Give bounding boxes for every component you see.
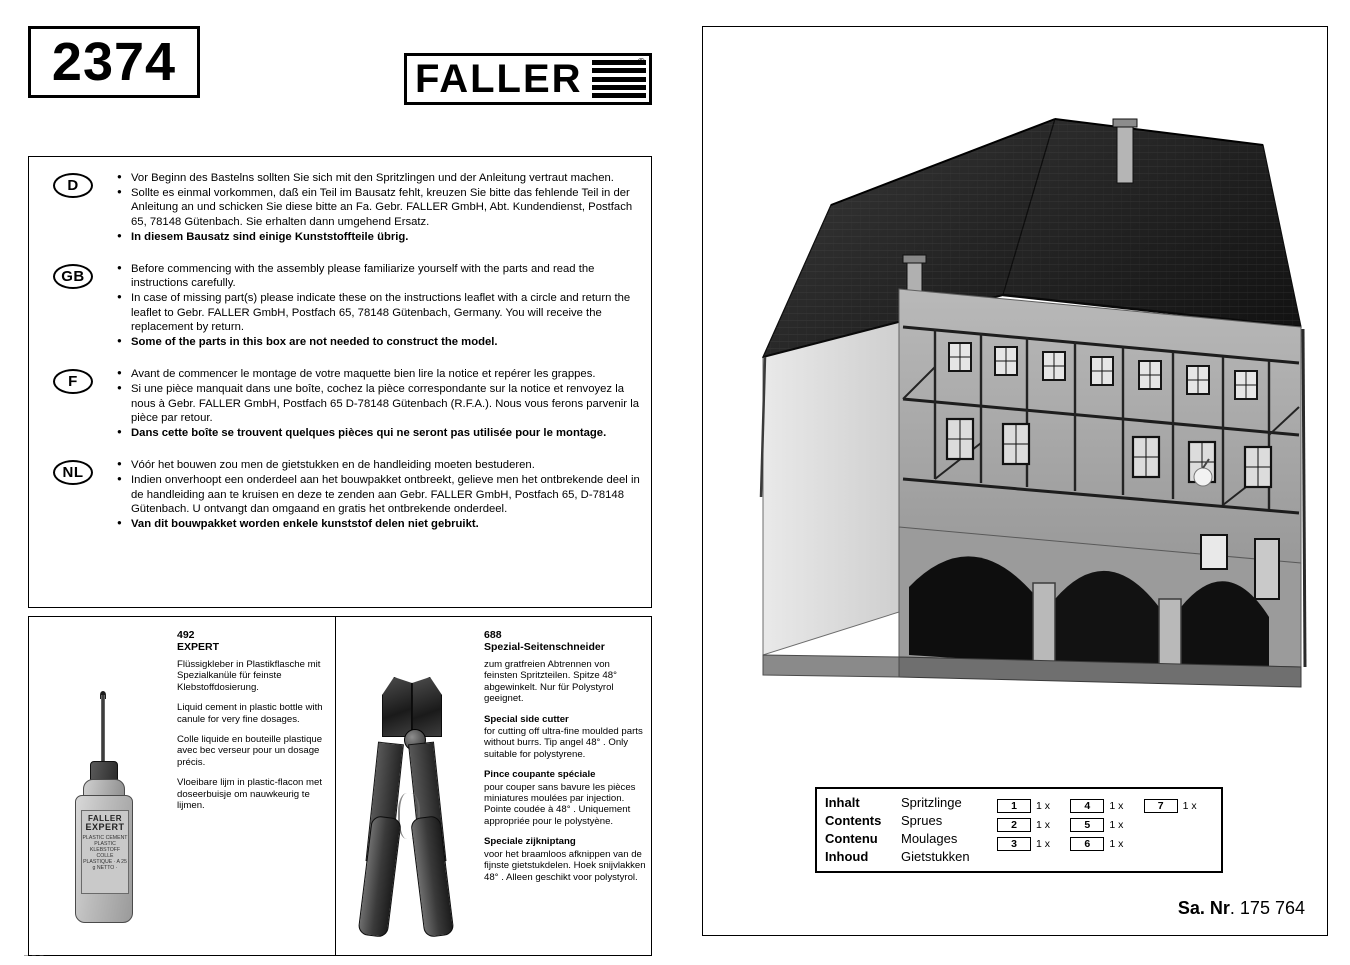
needle [101, 695, 105, 765]
instruction-item: ● Van dit bouwpakket worden enkele kunststof delen niet gebruikt. [117, 517, 641, 531]
sprue-quantity: 1 x [1109, 818, 1124, 831]
sprue-number: 6 [1070, 837, 1104, 851]
contents-box [815, 787, 1223, 873]
sprue-quantity: 1 x [1182, 799, 1197, 812]
accessory-paragraph: Vloeibare lijm in plastic-flacon met doseerbuisje om nauwkeurig te lijmen. [177, 777, 323, 812]
sprue-number: 1 [997, 799, 1031, 813]
instruction-item: ● Before commencing with the assembly please familiarize yourself with the parts and read the instructions carefully. [117, 262, 641, 290]
language-badge-fr: F [53, 369, 93, 394]
sprue-item [1144, 797, 1213, 814]
sprue-number: 3 [997, 837, 1031, 851]
accessory-code: 688 [484, 629, 502, 641]
sprue-quantity: 1 x [1109, 799, 1124, 812]
right-page [702, 26, 1328, 936]
left-page [22, 18, 662, 948]
instruction-list-de [117, 171, 641, 244]
glue-bottle-illustration [59, 695, 149, 925]
sprue-item [1070, 835, 1139, 852]
accessory-subtitle: Special side cutter [484, 713, 569, 725]
language-badge-nl: NL [53, 460, 93, 485]
contents-word: Spritzlinge [901, 795, 962, 810]
instructions-box [28, 156, 652, 608]
contents-word: Moulages [901, 831, 958, 846]
contents-label: Inhoud [825, 849, 869, 864]
accessory-code: 492 [177, 629, 195, 641]
sprue-item [997, 797, 1066, 814]
sa-number-label: Sa. Nr [1177, 898, 1230, 918]
contents-label: Inhalt [825, 795, 860, 810]
print-corner-marks: – – – [24, 952, 45, 959]
sa-number [1178, 898, 1305, 919]
instruction-item: ● Dans cette boîte se trouvent quelques pièces qui ne seront pas utilisée pour le montage. [117, 426, 641, 440]
accessories-box [28, 616, 652, 956]
registered-mark: ® [637, 57, 645, 68]
sprue-quantity: 1 x [1036, 799, 1051, 812]
instruction-item: ● Vor Beginn des Bastelns sollten Sie sich mit den Spritzlingen und der Anleitung vertraut machen. [117, 171, 641, 185]
accessory-paragraph: Colle liquide en bouteille plastique avec bec verseur pour un dosage précis. [177, 734, 323, 768]
sprue-number: 7 [1144, 799, 1178, 813]
cutter-jaw-left [382, 677, 412, 737]
sprue-quantity: 1 x [1036, 837, 1051, 850]
accessory-cutter-text [484, 629, 646, 892]
accessory-paragraph: for cutting off ultra-fine moulded parts without burrs. Tip angel 48° . Only suitable for polystyrene. [484, 726, 643, 760]
language-block-nl [39, 458, 641, 531]
instruction-item: ● In diesem Bausatz sind einige Kunststoffteile übrig. [117, 230, 641, 244]
sprue-item [1070, 797, 1139, 814]
sprue-number: 5 [1070, 818, 1104, 832]
contents-labels [825, 795, 901, 865]
bottle-label-product: EXPERT [85, 822, 125, 832]
sprue-grid [997, 795, 1213, 865]
accessory-side-cutter [336, 617, 651, 955]
language-block-gb [39, 262, 641, 349]
accessory-title: Spezial-Seitenschneider [484, 641, 605, 653]
instruction-list-fr [117, 367, 641, 440]
bottle-label-brand: FALLER [87, 814, 123, 823]
cutter-grip-left [358, 815, 402, 938]
instruction-item: ● Vóór het bouwen zou men de gietstukken en de handleiding moeten bestuderen. [117, 458, 641, 472]
accessory-title: EXPERT [177, 641, 220, 653]
instruction-item: ● Indien onverhoopt een onderdeel aan het bouwpakket ontbreekt, gelieve men het ontbrekende deel in de handleiding aan te kruisen en deze te zenden aan Gebr. FALLER GmbH, Postfach 65, D-78148 Gütenbach. U ontvangt dan omgaand en gratis het ontbrekende onderdeel. [117, 473, 641, 516]
sprue-number: 2 [997, 818, 1031, 832]
accessory-paragraph: Flüssigkleber in Plastikflasche mit Spezialkanüle für feinste Klebstoffdosierung. [177, 659, 321, 693]
bottle-label [81, 810, 129, 894]
faller-logo-text: FALLER [415, 56, 583, 101]
accessory-glue [29, 617, 336, 955]
contents-word: Sprues [901, 813, 943, 828]
instruction-item: ● Si une pièce manquait dans une boîte, cochez la pièce correspondante sur la notice et renvoyez la nous à Gebr. FALLER GmbH, Postfach 65 D-78148 Gütenbach (R.F.A.). Nous vous ferons parvenir la pièce par retour. [117, 382, 641, 425]
contents-label: Contenu [825, 831, 878, 846]
instruction-item: ● Sollte es einmal vorkommen, daß ein Teil im Bausatz fehlt, kreuzen Sie bitte das fehlende Teil in der Anleitung an und schicken Sie diese bitte an Fa. Gebr. FALLER GmbH, Abt. Kundendienst, Postfach 65, 78148 Gütenbach. Sie erhalten dann umgehend Ersatz. [117, 186, 641, 229]
article-number-box [28, 26, 200, 98]
sprue-quantity: 1 x [1036, 818, 1051, 831]
contents-words [901, 795, 997, 865]
language-block-de [39, 171, 641, 244]
bottle-body [75, 795, 133, 923]
sprue-item [1070, 816, 1139, 833]
sprue-quantity: 1 x [1109, 837, 1124, 850]
instruction-item: ● Some of the parts in this box are not needed to construct the model. [117, 335, 641, 349]
bottle-label-detail: PLASTIC CEMENT PLASTIC KLEBSTOFF COLLE PLASTIQUE · A 25 g NETTO · [82, 835, 128, 871]
accessory-subtitle: Speciale zijkniptang [484, 836, 576, 848]
article-number: 2374 [51, 32, 177, 92]
instruction-list-gb [117, 262, 641, 349]
cutter-grip-right [410, 815, 454, 938]
accessory-paragraph: Liquid cement in plastic bottle with canule for very fine dosages. [177, 702, 323, 725]
sprue-item [997, 816, 1066, 833]
instruction-item: ● In case of missing part(s) please indicate these on the instructions leaflet with a circle and return the leaflet to Gebr. FALLER GmbH, Postfach 65, 78148 Gütenbach, Germany. You will receive the replacement by return. [117, 291, 641, 334]
language-badge-de: D [53, 173, 93, 198]
accessory-paragraph: voor het braamloos afknippen van de fijnste gietstukdelen. Hoek snijvlakken 48° . Alleen geschikt voor polystyrol. [484, 848, 646, 883]
language-badge-gb: GB [53, 264, 93, 289]
faller-logo [404, 53, 652, 105]
sprue-item [997, 835, 1066, 852]
accessory-paragraph: zum gratfreien Abtrennen von feinsten Spritzteilen. Spitze 48° abgewinkelt. Nur für Polystyrol geeignet. [484, 659, 617, 705]
accessory-subtitle: Pince coupante spéciale [484, 769, 596, 781]
contents-word: Gietstukken [901, 849, 970, 864]
cutter-jaw-right [412, 677, 442, 737]
instruction-item: ● Avant de commencer le montage de votre maquette bien lire la notice et repérer les grappes. [117, 367, 641, 381]
contents-label: Contents [825, 813, 882, 828]
side-cutter-illustration [354, 677, 474, 937]
accessory-glue-text [177, 629, 335, 820]
sprue-number: 4 [1070, 799, 1104, 813]
instruction-list-nl [117, 458, 641, 531]
model-photo [703, 27, 1328, 717]
sa-number-value: . 175 764 [1229, 898, 1305, 918]
accessory-paragraph: pour couper sans bavure les pièces miniatures moulées par injection. Pointe coudée à 48° . Uniquement appropriée pour le polystyène. [484, 781, 636, 827]
language-block-fr [39, 367, 641, 440]
